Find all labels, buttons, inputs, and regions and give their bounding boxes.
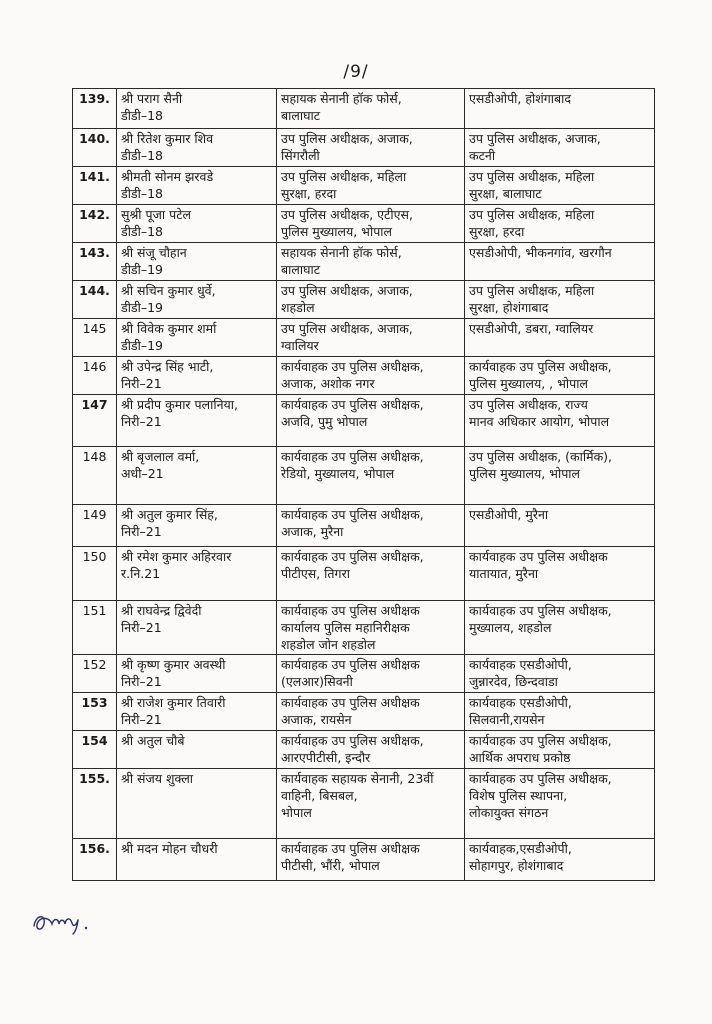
- officer-name-cell: [117, 395, 277, 447]
- new-posting-cell: [465, 769, 655, 839]
- table-row: [73, 447, 655, 505]
- new-posting-cell: [465, 839, 655, 881]
- table-row: [73, 547, 655, 601]
- table-row: [73, 357, 655, 395]
- serial-number: 145: [73, 319, 117, 357]
- current-posting-line: शहडोल: [281, 300, 315, 315]
- new-posting-line: मुख्यालय, शहडोल: [469, 620, 552, 635]
- officer-name-line: श्री मदन मोहन चौधरी: [121, 841, 218, 856]
- current-posting-line: उप पुलिस अधीक्षक, एटीएस,: [281, 207, 413, 222]
- officer-name-cell: [117, 89, 277, 129]
- current-posting-cell: [277, 89, 465, 129]
- current-posting-cell: [277, 505, 465, 547]
- table-row: [73, 505, 655, 547]
- new-posting-line: पुलिस मुख्यालय, भोपाल: [469, 466, 581, 481]
- officer-name-line: निरी–21: [121, 712, 162, 727]
- new-posting-line: कार्यवाहक एसडीओपी,: [469, 657, 572, 672]
- current-posting-line: रेडियो, मुख्यालय, भोपाल: [281, 466, 395, 481]
- serial-number: 142.: [73, 205, 117, 243]
- officer-name-line: श्री राघवेन्द्र द्विवेदी: [121, 603, 202, 618]
- new-posting-line: कटनी: [469, 148, 496, 163]
- officer-name-cell: [117, 655, 277, 693]
- table-row: [73, 601, 655, 655]
- current-posting-cell: [277, 693, 465, 731]
- officer-name-cell: [117, 319, 277, 357]
- new-posting-cell: [465, 395, 655, 447]
- officer-name-line: श्री विवेक कुमार शर्मा: [121, 321, 217, 336]
- new-posting-line: उप पुलिस अधीक्षक, महिला: [469, 283, 595, 298]
- current-posting-line: अजाक, अशोक नगर: [281, 376, 375, 391]
- new-posting-line: एसडीओपी, होशंगाबाद: [469, 91, 572, 106]
- current-posting-line: पीटीएस, तिगरा: [281, 566, 350, 581]
- current-posting-line: बालाघाट: [281, 262, 321, 277]
- officer-name-line: डीडी–18: [121, 186, 164, 201]
- officer-name-line: श्री प्रदीप कुमार पलानिया,: [121, 397, 238, 412]
- current-posting-line: कार्यवाहक उप पुलिस अधीक्षक,: [281, 359, 424, 374]
- new-posting-line: कार्यवाहक उप पुलिस अधीक्षक,: [469, 771, 612, 786]
- officer-name-line: श्री कृष्ण कुमार अवस्थी: [121, 657, 226, 672]
- officer-name-line: श्री संजू चौहान: [121, 245, 187, 260]
- new-posting-line: लोकायुक्त संगठन: [469, 805, 549, 820]
- current-posting-cell: [277, 601, 465, 655]
- table-row: [73, 243, 655, 281]
- table-row: [73, 205, 655, 243]
- new-posting-cell: [465, 281, 655, 319]
- current-posting-line: कार्यवाहक उप पुलिस अधीक्षक,: [281, 449, 424, 464]
- officer-name-line: निरी–21: [121, 414, 162, 429]
- current-posting-line: सहायक सेनानी हॉक फोर्स,: [281, 245, 402, 260]
- current-posting-cell: [277, 357, 465, 395]
- officer-name-line: अधी–21: [121, 466, 164, 481]
- officer-name-cell: [117, 205, 277, 243]
- officer-name-cell: [117, 167, 277, 205]
- new-posting-line: उप पुलिस अधीक्षक, राज्य: [469, 397, 588, 412]
- new-posting-line: कार्यवाहक,एसडीओपी,: [469, 841, 572, 856]
- table-row: [73, 281, 655, 319]
- new-posting-cell: [465, 731, 655, 769]
- officer-name-line: निरी–21: [121, 620, 162, 635]
- new-posting-cell: [465, 243, 655, 281]
- officer-name-line: श्री उपेन्द्र सिंह भाटी,: [121, 359, 214, 374]
- current-posting-line: उप पुलिस अधीक्षक, अजाक,: [281, 283, 413, 298]
- current-posting-line: सुरक्षा, हरदा: [281, 186, 337, 201]
- current-posting-cell: [277, 769, 465, 839]
- serial-number: 150: [73, 547, 117, 601]
- current-posting-line: उप पुलिस अधीक्षक, अजाक,: [281, 131, 413, 146]
- officer-name-cell: [117, 281, 277, 319]
- officer-name-cell: [117, 357, 277, 395]
- officer-name-line: र.नि.21: [121, 566, 161, 581]
- officer-name-line: डीडी–19: [121, 300, 164, 315]
- current-posting-line: कार्यवाहक उप पुलिस अधीक्षक,: [281, 507, 424, 522]
- page-number: /9/: [343, 62, 369, 82]
- current-posting-line: अजाक, मुरैना: [281, 524, 344, 539]
- current-posting-cell: [277, 281, 465, 319]
- transfer-table-body: [73, 89, 655, 881]
- current-posting-line: सहायक सेनानी हॉक फोर्स,: [281, 91, 402, 106]
- officer-name-line: डीडी–18: [121, 108, 164, 123]
- new-posting-cell: [465, 319, 655, 357]
- current-posting-line: भोपाल: [281, 805, 312, 820]
- current-posting-cell: [277, 129, 465, 167]
- new-posting-line: कार्यवाहक उप पुलिस अधीक्षक,: [469, 359, 612, 374]
- current-posting-line: बालाघाट: [281, 108, 321, 123]
- new-posting-line: उप पुलिस अधीक्षक, अजाक,: [469, 131, 601, 146]
- current-posting-line: (एलआर)सिवनी: [281, 674, 353, 689]
- current-posting-line: अजाक, रायसेन: [281, 712, 352, 727]
- officer-name-line: सुश्री पूजा पटेल: [121, 207, 191, 222]
- current-posting-line: कार्यवाहक उप पुलिस अधीक्षक,: [281, 733, 424, 748]
- current-posting-line: ग्वालियर: [281, 338, 319, 353]
- officer-name-line: श्री राजेश कुमार तिवारी: [121, 695, 226, 710]
- current-posting-cell: [277, 547, 465, 601]
- new-posting-line: जुन्नारदेव, छिन्दवाडा: [469, 674, 558, 689]
- officer-name-line: डीडी–18: [121, 148, 164, 163]
- current-posting-cell: [277, 731, 465, 769]
- new-posting-line: उप पुलिस अधीक्षक, (कार्मिक),: [469, 449, 613, 464]
- new-posting-cell: [465, 601, 655, 655]
- serial-number: 155.: [73, 769, 117, 839]
- new-posting-line: एसडीओपी, डबरा, ग्वालियर: [469, 321, 594, 336]
- current-posting-line: कार्यवाहक उप पुलिस अधीक्षक: [281, 841, 420, 856]
- current-posting-line: आरएपीटीसी, इन्दौर: [281, 750, 371, 765]
- new-posting-line: एसडीओपी, मुरैना: [469, 507, 549, 522]
- current-posting-line: अजवि, पुमु भोपाल: [281, 414, 368, 429]
- serial-number: 151: [73, 601, 117, 655]
- current-posting-cell: [277, 655, 465, 693]
- current-posting-cell: [277, 395, 465, 447]
- current-posting-cell: [277, 205, 465, 243]
- new-posting-line: मानव अधिकार आयोग, भोपाल: [469, 414, 610, 429]
- new-posting-line: उप पुलिस अधीक्षक, महिला: [469, 207, 595, 222]
- current-posting-line: कार्यवाहक सहायक सेनानी, 23वीं: [281, 771, 434, 786]
- current-posting-cell: [277, 243, 465, 281]
- officer-name-line: श्री रमेश कुमार अहिरवार: [121, 549, 232, 564]
- officer-name-line: श्री संजय शुक्ला: [121, 771, 194, 786]
- new-posting-line: कार्यवाहक उप पुलिस अधीक्षक,: [469, 733, 612, 748]
- officer-name-line: श्री सचिन कुमार धुर्वे,: [121, 283, 216, 298]
- officer-name-cell: [117, 243, 277, 281]
- new-posting-line: एसडीओपी, भीकनगांव, खरगौन: [469, 245, 612, 260]
- serial-number: 154: [73, 731, 117, 769]
- officer-name-line: निरी–21: [121, 674, 162, 689]
- new-posting-line: यातायात, मुरैना: [469, 566, 539, 581]
- current-posting-line: उप पुलिस अधीक्षक, महिला: [281, 169, 407, 184]
- new-posting-line: कार्यवाहक उप पुलिस अधीक्षक: [469, 549, 608, 564]
- officer-name-cell: [117, 547, 277, 601]
- new-posting-cell: [465, 89, 655, 129]
- new-posting-cell: [465, 205, 655, 243]
- officer-name-line: श्री पराग सैनी: [121, 91, 183, 106]
- officer-name-line: डीडी–19: [121, 338, 164, 353]
- officer-name-cell: [117, 129, 277, 167]
- serial-number: 141.: [73, 167, 117, 205]
- transfer-table: [72, 88, 655, 881]
- serial-number: 156.: [73, 839, 117, 881]
- current-posting-line: सिंगरौली: [281, 148, 320, 163]
- serial-number: 148: [73, 447, 117, 505]
- officer-name-line: श्रीमती सोनम झरवडे: [121, 169, 214, 184]
- officer-name-line: श्री बृजलाल वर्मा,: [121, 449, 200, 464]
- new-posting-line: सोहागपुर, होशंगाबाद: [469, 858, 564, 873]
- serial-number: 139.: [73, 89, 117, 129]
- new-posting-cell: [465, 357, 655, 395]
- serial-number: 144.: [73, 281, 117, 319]
- current-posting-line: कार्यवाहक उप पुलिस अधीक्षक: [281, 657, 420, 672]
- officer-name-line: श्री अतुल कुमार सिंह,: [121, 507, 218, 522]
- current-posting-line: कार्यालय पुलिस महानिरीक्षक: [281, 620, 410, 635]
- table-row: [73, 167, 655, 205]
- new-posting-line: सुरक्षा, होशंगाबाद: [469, 300, 549, 315]
- officer-name-cell: [117, 839, 277, 881]
- officer-name-line: निरी–21: [121, 524, 162, 539]
- current-posting-line: कार्यवाहक उप पुलिस अधीक्षक,: [281, 549, 424, 564]
- current-posting-line: उप पुलिस अधीक्षक, अजाक,: [281, 321, 413, 336]
- new-posting-line: पुलिस मुख्यालय, , भोपाल: [469, 376, 588, 391]
- new-posting-cell: [465, 447, 655, 505]
- current-posting-line: कार्यवाहक उप पुलिस अधीक्षक,: [281, 397, 424, 412]
- current-posting-line: वाहिनी, बिसबल,: [281, 788, 358, 803]
- table-row: [73, 655, 655, 693]
- new-posting-cell: [465, 693, 655, 731]
- current-posting-line: कार्यवाहक उप पुलिस अधीक्षक: [281, 603, 420, 618]
- officer-name-line: डीडी–19: [121, 262, 164, 277]
- new-posting-cell: [465, 167, 655, 205]
- table-row: [73, 395, 655, 447]
- table-row: [73, 731, 655, 769]
- new-posting-line: आर्थिक अपराध प्रकोष्ठ: [469, 750, 571, 765]
- officer-name-line: निरी–21: [121, 376, 162, 391]
- current-posting-cell: [277, 167, 465, 205]
- officer-name-cell: [117, 601, 277, 655]
- officer-name-cell: [117, 447, 277, 505]
- serial-number: 149: [73, 505, 117, 547]
- officer-name-line: श्री रितेश कुमार शिव: [121, 131, 214, 146]
- signature-icon: [28, 904, 98, 940]
- current-posting-line: शहडोल जोन शहडोल: [281, 637, 376, 652]
- serial-number: 140.: [73, 129, 117, 167]
- serial-number: 153: [73, 693, 117, 731]
- serial-number: 143.: [73, 243, 117, 281]
- officer-name-cell: [117, 693, 277, 731]
- serial-number: 146: [73, 357, 117, 395]
- new-posting-cell: [465, 505, 655, 547]
- current-posting-cell: [277, 447, 465, 505]
- current-posting-line: कार्यवाहक उप पुलिस अधीक्षक: [281, 695, 420, 710]
- new-posting-line: सुरक्षा, बालाघाट: [469, 186, 542, 201]
- current-posting-line: पीटीसी, भौंरी, भोपाल: [281, 858, 380, 873]
- new-posting-line: कार्यवाहक एसडीओपी,: [469, 695, 572, 710]
- new-posting-line: सिलवानी,रायसेन: [469, 712, 545, 727]
- current-posting-cell: [277, 319, 465, 357]
- officer-name-cell: [117, 769, 277, 839]
- table-row: [73, 693, 655, 731]
- officer-name-line: श्री अतुल चौबे: [121, 733, 185, 748]
- new-posting-cell: [465, 547, 655, 601]
- table-row: [73, 839, 655, 881]
- table-row: [73, 319, 655, 357]
- new-posting-cell: [465, 129, 655, 167]
- current-posting-cell: [277, 839, 465, 881]
- new-posting-line: विशेष पुलिस स्थापना,: [469, 788, 568, 803]
- new-posting-line: उप पुलिस अधीक्षक, महिला: [469, 169, 595, 184]
- new-posting-line: कार्यवाहक उप पुलिस अधीक्षक,: [469, 603, 612, 618]
- table-row: [73, 769, 655, 839]
- serial-number: 152: [73, 655, 117, 693]
- current-posting-line: पुलिस मुख्यालय, भोपाल: [281, 224, 393, 239]
- new-posting-line: सुरक्षा, हरदा: [469, 224, 525, 239]
- table-row: [73, 129, 655, 167]
- officer-name-cell: [117, 505, 277, 547]
- serial-number: 147: [73, 395, 117, 447]
- officer-name-cell: [117, 731, 277, 769]
- table-row: [73, 89, 655, 129]
- officer-name-line: डीडी–18: [121, 224, 164, 239]
- new-posting-cell: [465, 655, 655, 693]
